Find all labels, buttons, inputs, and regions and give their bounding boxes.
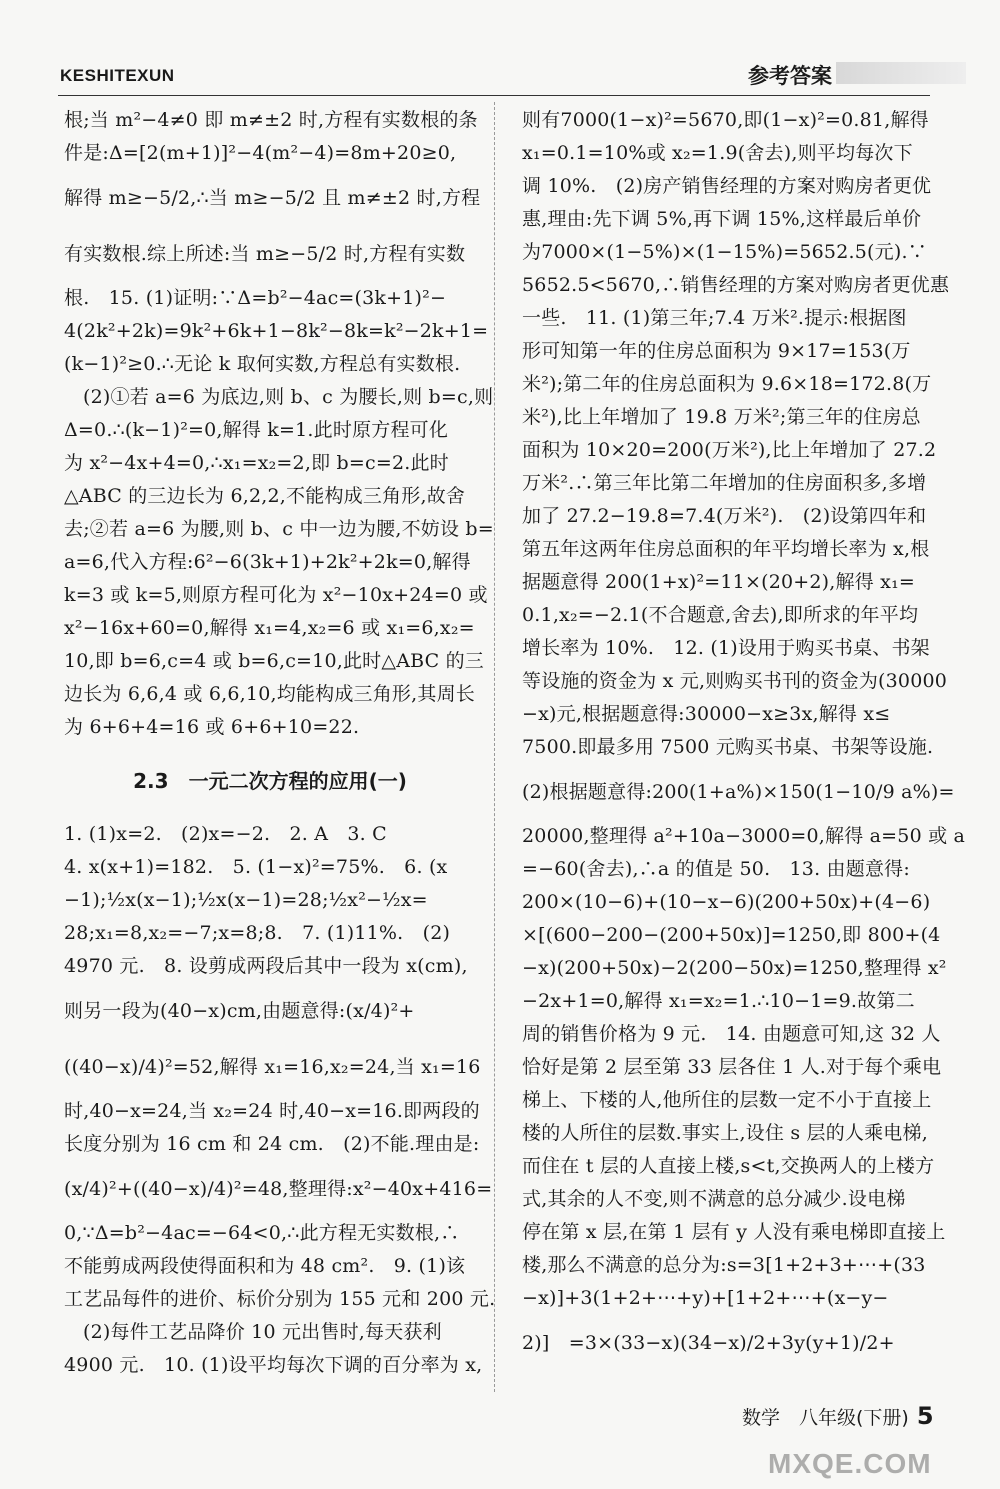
- page-number: 5: [916, 1402, 934, 1430]
- header-section-title: 参考答案: [748, 60, 832, 90]
- text-line: 形可知第一年的住房总面积为 9×17=153(万: [522, 340, 911, 362]
- text-line: 解得 m≥−5/2,∴当 m≥−5/2 且 m≠±2 时,方程: [64, 187, 481, 209]
- text-line: 楼的人所住的层数.事实上,设住 s 层的人乘电梯,: [522, 1122, 928, 1144]
- text-line: 边长为 6,6,4 或 6,6,10,均能构成三角形,其周长: [64, 683, 475, 705]
- text-line: 增长率为 10%. 12. (1)设用于购买书桌、书架: [522, 637, 930, 659]
- text-line: −x)]+3(1+2+⋯+y)+[1+2+⋯+(x−y−: [522, 1287, 889, 1309]
- text-line: 一些. 11. (1)第三年;7.4 万米².提示:根据图: [522, 307, 907, 329]
- text-line: 周的销售价格为 9 元. 14. 由题意可知,这 32 人: [522, 1023, 941, 1045]
- footer-subject: 数学 八年级(下册): [742, 1407, 909, 1429]
- text-line: ((40−x)/4)²=52,解得 x₁=16,x₂=24,当 x₁=16: [64, 1056, 481, 1078]
- text-line: (x/4)²+((40−x)/4)²=48,整理得:x²−40x+416=: [64, 1178, 493, 1200]
- text-line: 为 6+6+4=16 或 6+6+10=22.: [64, 716, 360, 738]
- text-line: 0,∵Δ=b²−4ac=−64<0,∴此方程无实数根,∴: [64, 1222, 460, 1244]
- text-line: 则有7000(1−x)²=5670,即(1−x)²=0.81,解得: [522, 109, 929, 131]
- text-line: k=3 或 k=5,则原方程可化为 x²−10x+24=0 或: [64, 584, 488, 606]
- text-line: −x)(200+50x)−2(200−50x)=1250,整理得 x²: [522, 957, 947, 979]
- text-line: x²−16x+60=0,解得 x₁=4,x₂=6 或 x₁=6,x₂=: [64, 617, 475, 639]
- text-line: 200×(10−6)+(10−x−6)(200+50x)+(4−6): [522, 891, 931, 913]
- text-line: a=6,代入方程:6²−6(3k+1)+2k²+2k=0,解得: [64, 551, 471, 573]
- text-line: 调 10%. (2)房产销售经理的方案对购房者更优: [522, 175, 932, 197]
- text-line: Δ=0.∴(k−1)²=0,解得 k=1.此时原方程可化: [64, 419, 449, 441]
- text-line: 28;x₁=8,x₂=−7;x=8;8. 7. (1)11%. (2): [64, 922, 451, 944]
- column-divider: [494, 102, 495, 1392]
- text-line: 根. 15. (1)证明:∵Δ=b²−4ac=(3k+1)²−: [64, 287, 447, 309]
- text-line: 1. (1)x=2. (2)x=−2. 2. A 3. C: [64, 823, 387, 845]
- left-text-block-b: [64, 818, 496, 1382]
- text-line: −x)元,根据题意得:30000−x≥3x,解得 x≤: [522, 703, 891, 725]
- text-line: x₁=0.1=10%或 x₂=1.9(舍去),则平均每次下: [522, 142, 913, 164]
- text-line: 有实数根.综上所述:当 m≥−5/2 时,方程有实数: [64, 243, 466, 265]
- text-line: 10,即 b=6,c=4 或 b=6,c=10,此时△ABC 的三: [64, 650, 485, 672]
- text-line: 不能剪成两段使得面积和为 48 cm². 9. (1)该: [64, 1255, 466, 1277]
- text-line: 第五年这两年住房总面积的年平均增长率为 x,根: [522, 538, 930, 560]
- text-line: 停在第 x 层,在第 1 层有 y 人没有乘电梯即直接上: [522, 1221, 946, 1243]
- header-brand: KESHITEXUN: [60, 66, 175, 85]
- text-line: 为7000×(1−5%)×(1−15%)=5652.5(元).∵: [522, 241, 927, 263]
- text-line: 万米².∴第三年比第二年增加的住房面积多,多增: [522, 472, 927, 494]
- text-line: −1);½x(x−1);½x(x−1)=28;½x²−½x=: [64, 889, 428, 911]
- text-line: 加了 27.2−19.8=7.4(万米²). (2)设第四年和: [522, 505, 927, 527]
- text-line: 5652.5<5670,∴销售经理的方案对购房者更优惠: [522, 274, 950, 296]
- text-line: 米²),比上年增加了 19.8 万米²;第三年的住房总: [522, 406, 921, 428]
- text-line: 梯上、下楼的人,他所住的层数一定不小于直接上: [522, 1089, 932, 1111]
- text-line: 4900 元. 10. (1)设平均每次下调的百分率为 x,: [64, 1354, 483, 1376]
- watermark-text: MXQE.COM: [768, 1448, 932, 1479]
- text-line: 据题意得 200(1+x)²=11×(20+2),解得 x₁=: [522, 571, 916, 593]
- text-line: 20000,整理得 a²+10a−3000=0,解得 a=50 或 a: [522, 825, 966, 847]
- text-line: 7500.即最多用 7500 元购买书桌、书架等设施.: [522, 736, 934, 758]
- text-line: 件是:Δ=[2(m+1)]²−4(m²−4)=8m+20≥0,: [64, 142, 457, 164]
- text-line: 时,40−x=24,当 x₂=24 时,40−x=16.即两段的: [64, 1100, 480, 1122]
- text-line: 2)] =3×(33−x)(34−x)/2+3y(y+1)/2+: [522, 1332, 895, 1354]
- text-line: 去;②若 a=6 为腰,则 b、c 中一边为腰,不妨设 b=: [64, 518, 494, 540]
- text-line: (2)①若 a=6 为底边,则 b、c 为腰长,则 b=c,则: [83, 386, 494, 408]
- text-line: 式,其余的人不变,则不满意的总分减少.设电梯: [522, 1188, 906, 1210]
- text-line: ×[(600−200−(200+50x)]=1250,即 800+(4: [522, 924, 941, 946]
- section-heading: 2.3 一元二次方程的应用(一): [133, 769, 407, 793]
- text-line: 0.1,x₂=−2.1(不合题意,舍去),即所求的年平均: [522, 604, 919, 626]
- text-line: 米²);第二年的住房总面积为 9.6×18=172.8(万: [522, 373, 932, 395]
- text-line: −2x+1=0,解得 x₁=x₂=1.∴10−1=9.故第二: [522, 990, 915, 1012]
- right-column: [522, 104, 966, 1371]
- left-text-block-a: [64, 104, 494, 744]
- text-line: 面积为 10×20=200(万米²),比上年增加了 27.2: [522, 439, 937, 461]
- text-line: 长度分别为 16 cm 和 24 cm. (2)不能.理由是:: [64, 1133, 480, 1155]
- text-line: 4. x(x+1)=182. 5. (1−x)²=75%. 6. (x: [64, 856, 448, 878]
- text-line: 恰好是第 2 层至第 33 层各住 1 人.对于每个乘电: [522, 1056, 942, 1078]
- text-line: 工艺品每件的进价、标价分别为 155 元和 200 元.: [64, 1288, 496, 1310]
- text-line: △ABC 的三边长为 6,2,2,不能构成三角形,故舍: [64, 485, 466, 507]
- text-line: 惠,理由:先下调 5%,再下调 15%,这样最后单价: [522, 208, 922, 230]
- text-line: 4(2k²+2k)=9k²+6k+1−8k²−8k=k²−2k+1=: [64, 320, 489, 342]
- footer: [742, 1402, 934, 1430]
- text-line: 楼,那么不满意的总分为:s=3[1+2+3+⋯+(33: [522, 1254, 926, 1276]
- text-line: 根;当 m²−4≠0 即 m≠±2 时,方程有实数根的条: [64, 109, 478, 131]
- text-line: (2)根据题意得:200(1+a%)×150(1−10/9 a%)=: [522, 781, 955, 803]
- text-line: 4970 元. 8. 设剪成两段后其中一段为 x(cm),: [64, 955, 468, 977]
- text-line: 而住在 t 层的人直接上楼,s<t,交换两人的上楼方: [522, 1155, 935, 1177]
- text-line: (k−1)²≥0.∴无论 k 取何实数,方程总有实数根.: [64, 353, 461, 375]
- text-line: 等设施的资金为 x 元,则购买书刊的资金为(30000: [522, 670, 948, 692]
- header-rule: [58, 95, 930, 96]
- text-line: (2)每件工艺品降价 10 元出售时,每天获利: [83, 1321, 442, 1343]
- left-column: [64, 104, 496, 1382]
- text-line: 则另一段为(40−x)cm,由题意得:(x/4)²+: [64, 1000, 415, 1022]
- right-text-block: [522, 104, 966, 1371]
- text-line: =−60(舍去),∴a 的值是 50. 13. 由题意得:: [522, 858, 910, 880]
- text-line: 为 x²−4x+4=0,∴x₁=x₂=2,即 b=c=2.此时: [64, 452, 449, 474]
